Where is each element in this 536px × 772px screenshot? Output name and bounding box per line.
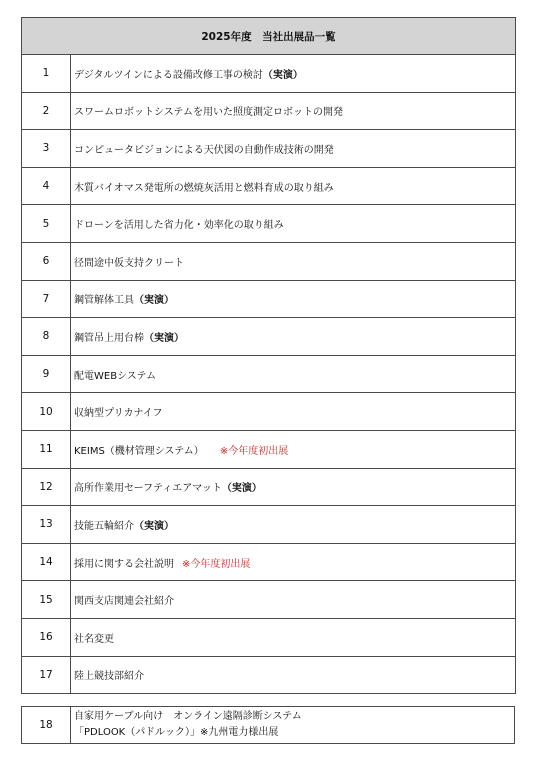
row-number: 1 [22, 55, 71, 92]
demo-tag: （実演） [134, 520, 174, 532]
row-text: KEIMS（機材管理システム） [74, 445, 204, 457]
row-number: 10 [22, 393, 71, 430]
row-text: 径間途中仮支持クリート [74, 257, 184, 269]
row-number: 18 [22, 707, 71, 743]
row-text: 社名変更 [74, 633, 114, 645]
row-number: 7 [22, 281, 71, 318]
table-row [22, 619, 516, 657]
extra-exhibit-table [21, 706, 515, 744]
table-row [22, 205, 516, 243]
row-text: 木質バイオマス発電所の燃焼灰活用と燃料育成の取り組み [74, 182, 334, 194]
row-number: 3 [22, 130, 71, 167]
row-number: 16 [22, 619, 71, 656]
demo-tag: （実演） [144, 332, 184, 344]
row-number: 4 [22, 168, 71, 205]
demo-tag: （実演） [221, 483, 262, 495]
table-row [22, 281, 516, 319]
first-exhibit-note: ※今年度初出展 [219, 445, 289, 457]
table-row [22, 544, 516, 582]
row-number: 11 [22, 431, 71, 468]
table-row [22, 581, 516, 619]
extra-line-1: 自家用ケーブル向け オンライン遠隔診断システム [74, 711, 302, 722]
row-text: 採用に関する会社説明 [74, 558, 174, 570]
table-row [22, 55, 516, 93]
demo-tag: （実演） [134, 295, 174, 307]
row-number: 2 [22, 93, 71, 130]
row-text: 高所作業用セーフティエアマット [74, 483, 222, 495]
row-text: 技能五輪紹介 [74, 520, 134, 532]
row-text: 鋼管吊上用台棒 [74, 332, 144, 344]
row-number: 9 [22, 356, 71, 393]
table-row [22, 393, 516, 431]
demo-tag: （実演） [262, 69, 303, 81]
table-row [22, 356, 516, 394]
row-number: 14 [22, 544, 71, 581]
row-text: コンピュータビジョンによる天伏図の自動作成技術の開発 [74, 144, 334, 156]
exhibit-table [21, 17, 516, 694]
row-text: ドローンを活用した省力化・効率化の取り組み [74, 220, 284, 232]
row-number: 17 [22, 657, 71, 694]
row-number: 12 [22, 469, 71, 506]
row-text: スワームロボットシステムを用いた照度測定ロボットの開発 [74, 107, 343, 119]
first-exhibit-note: ※今年度初出展 [182, 558, 251, 570]
row-text: 配電WEBシステム [74, 370, 157, 382]
table-row [22, 243, 516, 281]
row-number: 8 [22, 318, 71, 355]
row-text: 関西支店関連会社紹介 [74, 596, 174, 608]
row-number: 5 [22, 205, 71, 242]
table-row [22, 469, 516, 507]
row-text: 収納型プリカナイフ [74, 408, 163, 420]
extra-line-2: 「PDLOOK（パドルック）」※九州電力様出展 [74, 727, 279, 738]
row-number: 13 [22, 506, 71, 543]
table-row [22, 168, 516, 206]
table-row [22, 93, 516, 131]
table-row [22, 657, 516, 695]
row-text: 鋼管解体工具 [74, 295, 134, 307]
table-row [22, 431, 516, 469]
row-text: デジタルツインによる設備改修工事の検討 [74, 69, 263, 81]
row-text: 陸上競技部紹介 [74, 671, 144, 683]
table-row [22, 318, 516, 356]
table-row [22, 506, 516, 544]
table-row [22, 130, 516, 168]
row-number: 6 [22, 243, 71, 280]
table-title: 2025年度 当社出展品一覧 [22, 18, 516, 55]
row-number: 15 [22, 581, 71, 618]
